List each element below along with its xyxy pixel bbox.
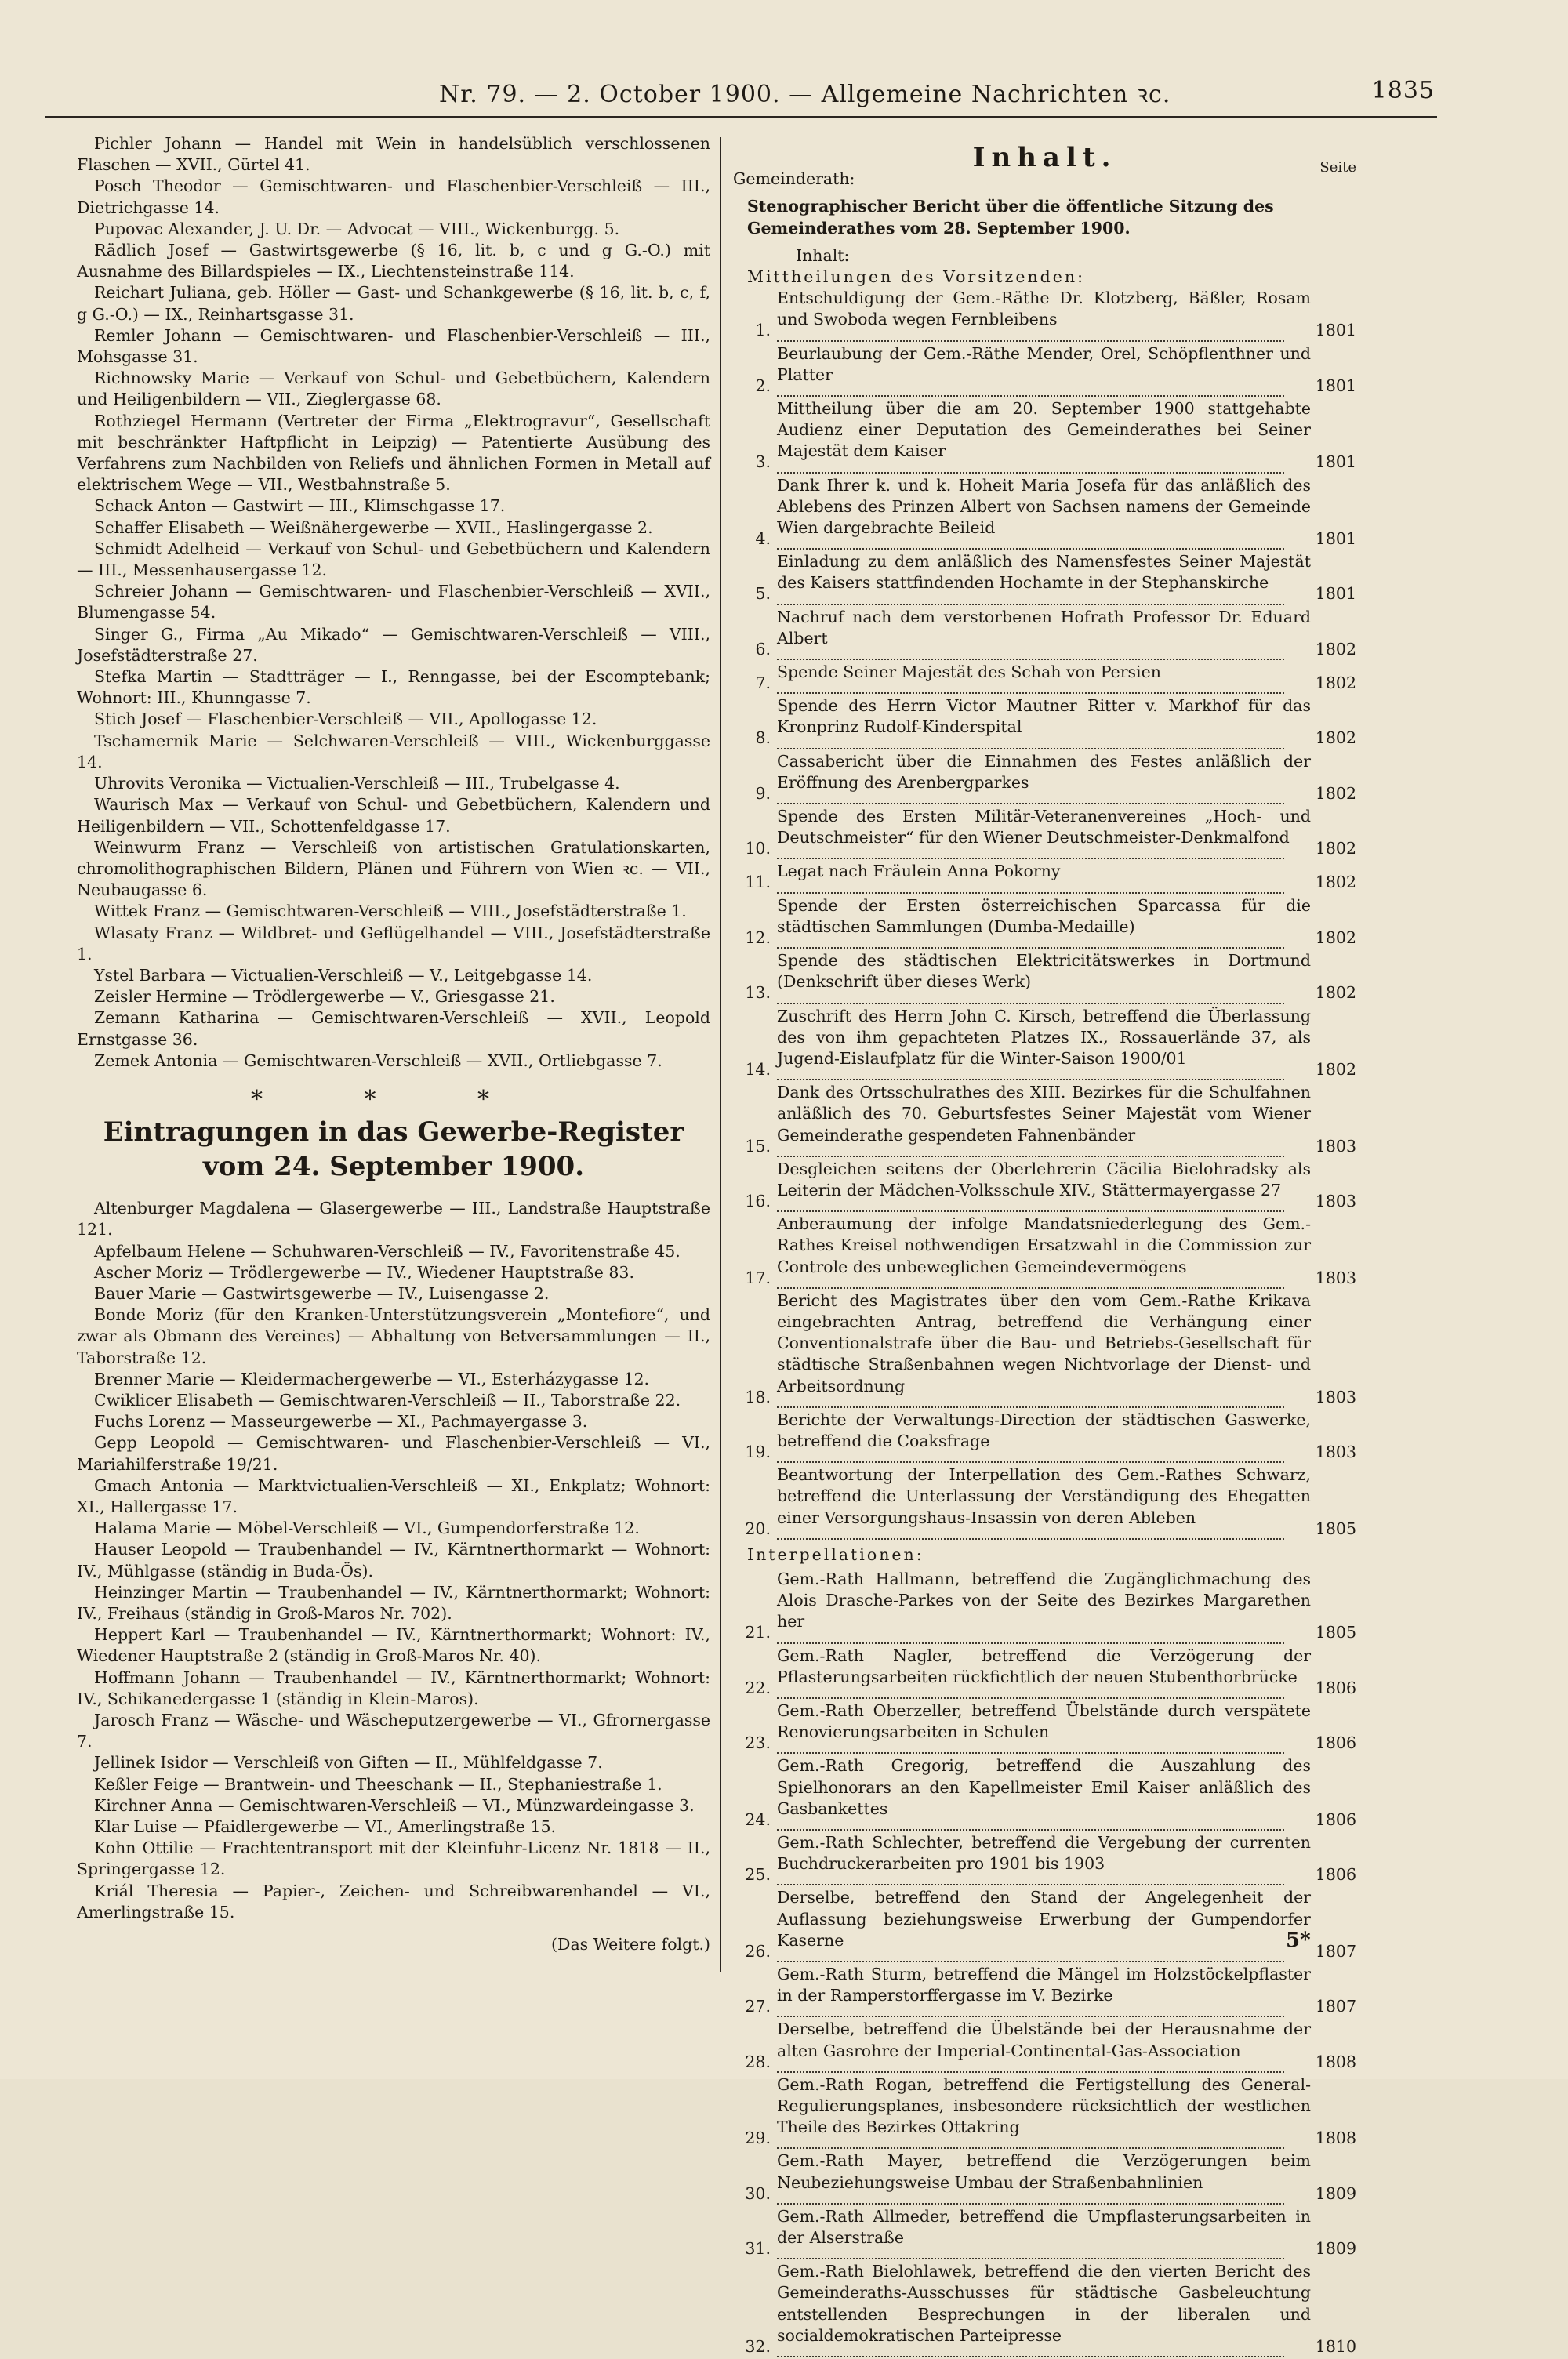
register-entry: Schaffer Elisabeth — Weißnähergewerbe — XVII., Haslingergasse 2.	[94, 517, 653, 537]
contents-item	[733, 551, 1356, 604]
contents-item-number: 18.	[745, 1387, 771, 1406]
contents-item	[733, 950, 1356, 1003]
contents-item	[733, 1410, 1356, 1463]
register-entry: Bonde Moriz (für den Kranken-Unterstützungsverein „Montefiore“, und zwar als Obmann des Vereines) — Abhaltung von Betversammlungen — II., Taborstraße 12.	[77, 1305, 710, 1367]
contents-item	[733, 662, 1356, 694]
contents-item-number: 22.	[745, 1678, 771, 1697]
contents-item-title: Gem.-Rath Sturm, betreffend die Mängel im Holzstöckelpflaster in der Ramperstorffergasse im V. Bezirke	[777, 1965, 1311, 2005]
register-entry: Pichler Johann — Handel mit Wein in handelsüblich verschlossenen Flaschen — XVII., Gürtel 41.	[77, 134, 710, 175]
register-entry: Singer G., Firma „Au Mikado“ — Gemischtwaren-Verschleiß — VIII., Josefstädterstraße 27.	[77, 624, 710, 665]
contents-item-text	[777, 1410, 1311, 1463]
contents-item	[733, 1082, 1356, 1157]
dot-leader	[777, 684, 1284, 694]
contents-item-page: 1801	[1315, 452, 1356, 472]
contents-item-page: 1802	[1315, 673, 1356, 693]
contents-item-text	[777, 1214, 1311, 1289]
contents-item-number: 14.	[745, 1059, 771, 1079]
contents-item-number: 30.	[745, 2183, 771, 2203]
contents-item-text	[777, 1646, 1311, 1699]
contents-item-page: 1802	[1315, 783, 1356, 803]
register-entry: Wittek Franz — Gemischtwaren-Verschleiß — VIII., Josefstädterstraße 1.	[94, 902, 687, 921]
contents-item-page: 1803	[1315, 1191, 1356, 1210]
register-entry: Zemann Katharina — Gemischtwaren-Verschleiß — XVII., Leopold Ernstgasse 36.	[77, 1008, 710, 1049]
contents-item-text	[777, 475, 1311, 550]
contents-item-number: 32.	[745, 2336, 771, 2356]
dot-leader	[777, 464, 1284, 474]
register-entry: Keßler Feige — Brantwein- und Theeschank — II., Stephaniestraße 1.	[94, 1774, 662, 1794]
contents-item	[733, 1700, 1356, 1754]
contents-item-title: Beurlaubung der Gem.-Räthe Mender, Orel, Schöpflenthner und Platter	[777, 343, 1311, 384]
section-title	[77, 1115, 710, 1184]
dot-leader	[777, 2008, 1284, 2017]
page-number: 1835	[1371, 77, 1435, 104]
register-entry: Waurisch Max — Verkauf von Schul- und Gebetbüchern, Kalendern und Heiligenbildern — VII., Schottenfeldgasse 17.	[77, 795, 710, 836]
contents-item-number: 31.	[745, 2239, 771, 2259]
register-entry: Kirchner Anna — Gemischtwaren-Verschleiß — VI., Münzwardeingasse 3.	[94, 1795, 695, 1815]
contents-item	[733, 751, 1356, 804]
contents-item-title: Nachruf nach dem verstorbenen Hofrath Professor Dr. Eduard Albert	[777, 607, 1311, 648]
contents-item	[733, 2261, 1356, 2357]
contents-item-page: 1802	[1315, 927, 1356, 947]
contents-item-title: Spende der Ersten österreichischen Sparcassa für die städtischen Sammlungen (Dumba-Medaille)	[777, 895, 1311, 936]
register-entry: Stich Josef — Flaschenbier-Verschleiß — VII., Apollogasse 12.	[94, 710, 597, 729]
contents-item-page: 1807	[1315, 1941, 1356, 1961]
register-entry: Cwiklicer Elisabeth — Gemischtwaren-Verschleiß — II., Taborstraße 22.	[94, 1390, 681, 1410]
contents-item-title: Derselbe, betreffend die Übelstände bei der Herausnahme der alten Gasrohre der Imperial-Continental-Gas-Association	[777, 2020, 1311, 2060]
contents-item-number: 23.	[745, 1733, 771, 1753]
dot-leader	[777, 995, 1284, 1004]
interpellationen-label: Interpellationen:	[747, 1544, 924, 1564]
contents-item-text	[777, 1755, 1311, 1831]
contents-item-text	[777, 806, 1311, 859]
dot-leader	[777, 2250, 1284, 2259]
contents-item-number: 27.	[745, 1997, 771, 2016]
register-entry: Apfelbaum Helene — Schuhwaren-Verschleiß — IV., Favoritenstraße 45.	[94, 1241, 681, 1261]
contents-item-page: 1802	[1315, 728, 1356, 748]
contents-item-title: Gem.-Rath Bielohlawek, betreffend die den vierten Bericht des Gemeinderaths-Ausschusses für städtische Gasbeleuchtung entstellenden Besprechungen in der liberalen und socialdemokratischen Parteipresse	[777, 2262, 1311, 2345]
contents-item-number: 10.	[745, 839, 771, 858]
dot-leader	[777, 1399, 1284, 1408]
contents-item-page: 1801	[1315, 584, 1356, 604]
contents-item-title: Gem.-Rath Rogan, betreffend die Fertigstellung des General-Regulierungsplanes, insbesondere rücksichtlich der westlichen Theile des Bezirkes Ottakring	[777, 2074, 1311, 2137]
contents-item	[733, 1159, 1356, 1212]
contents-item	[733, 2206, 1356, 2259]
contents-item-title: Entschuldigung der Gem.-Räthe Dr. Klotzberg, Bäßler, Rosam und Swoboda wegen Fernbleibens	[777, 289, 1311, 329]
dot-leader	[777, 651, 1284, 660]
register-entry: Fuchs Lorenz — Masseurgewerbe — XI., Pachmayergasse 3.	[94, 1412, 588, 1432]
register-entry: Gmach Antonia — Marktvictualien-Verschleiß — XI., Enkplatz; Wohnort: XI., Hallergasse 17.	[77, 1475, 710, 1516]
contents-item	[733, 607, 1356, 660]
register-entry: Rothziegel Hermann (Vertreter der Firma „Elektrogravur“, Gesellschaft mit beschränkter Haftpflicht in Leipzig) — Patentierte Ausübung des Verfahrens zum Nachbilden von Reliefs und ähnlichen Formen in Metall auf elektrischem Wege — VII., Westbahnstraße 5.	[77, 411, 710, 495]
contents-item	[733, 2019, 1356, 2072]
contents-item	[733, 1006, 1356, 1081]
contents-item-title: Gem.-Rath Allmeder, betreffend die Umpflasterungsarbeiten in der Alserstraße	[777, 2206, 1311, 2248]
dot-leader	[777, 2195, 1284, 2205]
register-entry: Hoffmann Johann — Traubenhandel — IV., Kärntnerthormarkt; Wohnort: IV., Schikanedergasse 1 (ständig in Klein-Maros).	[77, 1668, 710, 1708]
mitteilungen-label: Mittheilungen des Vorsitzenden:	[747, 267, 1086, 287]
contents-item-number: 5.	[755, 584, 771, 604]
contents-item-text	[777, 1082, 1311, 1157]
dot-leader	[777, 1953, 1284, 1962]
dot-leader	[777, 387, 1284, 397]
contents-item-title: Bericht des Magistrates über den vom Gem.-Rathe Krikava eingebrachten Antrag, betreffend die Verhängung einer Conventionalstrafe über die Bau- und Betriebs-Gesellschaft für städtische Straßenbahnen wegen Nichtvorlage der Dienst- und Arbeitsordnung	[777, 1290, 1311, 1395]
contents-item-title: Spende des städtischen Elektricitätswerkes in Dortmund (Denkschrift über dieses Werk)	[777, 951, 1311, 992]
dot-leader	[777, 850, 1284, 859]
register-entry: Kohn Ottilie — Frachtentransport mit der Kleinfuhr-Licenz Nr. 1818 — II., Springergasse 12.	[77, 1838, 710, 1879]
register-entry: Zemek Antonia — Gemischtwaren-Verschleiß — XVII., Ortliebgasse 7.	[94, 1051, 662, 1070]
dot-leader	[777, 1454, 1284, 1463]
contents-item-title: Spende des Ersten Militär-Veteranenvereines „Hoch- und Deutschmeister“ für den Wiener Deutschmeister-Denkmalfond	[777, 807, 1311, 847]
contents-item-title: Zuschrift des Herrn John C. Kirsch, betreffend die Überlassung des von ihm gepachteten Platzes IX., Rossauerlände 37, als Jugend-Eislaufplatz für die Winter-Saison 1900/01	[777, 1006, 1311, 1068]
contents-item	[733, 1832, 1356, 1885]
contents-item-text	[777, 343, 1311, 397]
contents-item	[733, 1464, 1356, 1540]
contents-item-page: 1802	[1315, 839, 1356, 858]
contents-item-text	[777, 1006, 1311, 1081]
register-entry: Jarosch Franz — Wäsche- und Wäscheputzergewerbe — VI., Gfrornergasse 7.	[77, 1711, 710, 1751]
dot-leader	[777, 884, 1284, 894]
contents-item-number: 2.	[755, 376, 771, 395]
dot-leader	[777, 1876, 1284, 1885]
section-separator: * * *	[250, 1085, 537, 1113]
contents-item-number: 24.	[745, 1809, 771, 1829]
contents-item-title: Legat nach Fräulein Anna Pokorny	[777, 862, 1061, 881]
register-entry: Remler Johann — Gemischtwaren- und Flaschenbier-Verschleiß — III., Mohsgasse 31.	[77, 325, 710, 367]
contents-item-text	[777, 2019, 1311, 2072]
header-title: Nr. 79. — 2. October 1900. — Allgemeine Nachrichten ꝛc.	[439, 81, 1171, 108]
dot-leader	[777, 332, 1284, 342]
register-entry: Ascher Moriz — Trödlergewerbe — IV., Wiedener Hauptstraße 83.	[94, 1262, 634, 1282]
dot-leader	[777, 1744, 1284, 1754]
contents-item-page: 1803	[1315, 1387, 1356, 1406]
register-entry: Richnowsky Marie — Verkauf von Schul- und Gebetbüchern, Kalendern und Heiligenbildern — VII., Zieglergasse 68.	[77, 368, 710, 409]
contents-item-page: 1810	[1315, 2336, 1356, 2356]
register-entry: Heppert Karl — Traubenhandel — IV., Kärntnerthormarkt; Wohnort: IV., Wiedener Hauptstraße 2 (ständig in Groß-Maros Nr. 40).	[77, 1625, 710, 1666]
contents-item-text	[777, 1464, 1311, 1540]
contents-item-page: 1805	[1315, 1623, 1356, 1642]
contents-item-page: 1802	[1315, 983, 1356, 1003]
contents-item-title: Berichte der Verwaltungs-Direction der städtischen Gaswerke, betreffend die Coaksfrage	[777, 1410, 1311, 1450]
contents-item-title: Desgleichen seitens der Oberlehrerin Cäcilia Bielohradsky als Leiterin der Mädchen-Volksschule XIV., Stättermayergasse 27	[777, 1159, 1311, 1199]
contents-item-text	[777, 1290, 1311, 1408]
contents-item	[733, 288, 1356, 341]
contents-item-page: 1806	[1315, 1865, 1356, 1885]
contents-item	[733, 398, 1356, 474]
register-entry: Klar Luise — Pfaidlergewerbe — VI., Amerlingstraße 15.	[94, 1817, 557, 1837]
contents-item-page: 1801	[1315, 529, 1356, 549]
contents-item	[733, 2150, 1356, 2204]
register-entry: Schmidt Adelheid — Verkauf von Schul- und Gebetbüchern und Kalendern — III., Messenhausergasse 12.	[77, 539, 710, 580]
contents-item-title: Spende Seiner Majestät des Schah von Persien	[777, 662, 1161, 682]
contents-item-page: 1808	[1315, 2052, 1356, 2071]
contents-item-text	[777, 1700, 1311, 1754]
left-column	[77, 133, 710, 1955]
header-rule	[45, 116, 1437, 122]
contents-item-number: 4.	[755, 529, 771, 549]
contents-item-page: 1801	[1315, 321, 1356, 340]
report-title: Stenographischer Bericht über die öffentliche Sitzung des Gemeinderathes vom 28. September 1900.	[747, 197, 1274, 238]
register-entry: Reichart Juliana, geb. Höller — Gast- und Schankgewerbe (§ 16, lit. b, c, f, g G.-O.) — IX., Reinhartsgasse 31.	[77, 283, 710, 324]
register-entry: Gepp Leopold — Gemischtwaren- und Flaschenbier-Verschleiß — VI., Mariahilferstraße 19/21.	[77, 1433, 710, 1474]
contents-item-text	[777, 2206, 1311, 2259]
contents-item-number: 19.	[745, 1442, 771, 1461]
contents-item-text	[777, 607, 1311, 660]
contents-item-text	[777, 398, 1311, 474]
dot-leader	[777, 1530, 1284, 1540]
signature-mark: 5*	[1286, 1929, 1311, 1952]
dot-leader	[777, 1689, 1284, 1699]
contents-item-title: Mittheilung über die am 20. September 1900 stattgehabte Audienz einer Deputation des Gemeinderathes bei Seiner Majestät dem Kaiser	[777, 399, 1311, 461]
contents-item-page: 1806	[1315, 1809, 1356, 1829]
contents-item-number: 25.	[745, 1865, 771, 1885]
dot-leader	[777, 2063, 1284, 2073]
section-title-line2: vom 24. September 1900.	[202, 1151, 585, 1183]
register-list	[77, 1198, 710, 1923]
contents-item-title: Gem.-Rath Oberzeller, betreffend Übelstände durch verspätete Renovierungsarbeiten in Schulen	[777, 1700, 1311, 1742]
contents-item-page: 1802	[1315, 1059, 1356, 1079]
contents-item-text	[777, 2074, 1311, 2150]
contents-item-page: 1805	[1315, 1519, 1356, 1538]
register-entry: Tschamernik Marie — Selchwaren-Verschleiß — VIII., Wickenburggasse 14.	[77, 731, 710, 771]
contents-item	[733, 475, 1356, 550]
contents-item-title: Gem.-Rath Mayer, betreffend die Verzögerungen beim Neubeziehungsweise Umbau der Straßenbahnlinien	[777, 2151, 1311, 2192]
contents-item-text	[777, 895, 1311, 949]
register-list-continued	[77, 133, 710, 1072]
register-entry: Pupovac Alexander, J. U. Dr. — Advocat — VIII., Wickenburgg. 5.	[94, 219, 620, 238]
contents-item-number: 16.	[745, 1191, 771, 1210]
register-entry: Halama Marie — Möbel-Verschleiß — VI., Gumpendorferstraße 12.	[94, 1519, 640, 1538]
contents-item-title: Spende des Herrn Victor Mautner Ritter v. Markhof für das Kronprinz Rudolf-Kinderspital	[777, 696, 1311, 737]
contents-item-number: 21.	[745, 1623, 771, 1642]
contents-item-title: Gem.-Rath Schlechter, betreffend die Vergebung der currenten Buchdruckerarbeiten pro 1901 bis 1903	[777, 1833, 1311, 1874]
contents-item-number: 29.	[745, 2129, 771, 2148]
page-header	[439, 77, 1435, 109]
register-entry: Altenburger Magdalena — Glasergewerbe — III., Landstraße Hauptstraße 121.	[77, 1199, 710, 1239]
register-entry: Weinwurm Franz — Verschleiß von artistischen Gratulationskarten, chromolithographischen Bildern, Plänen und Führern von Wien ꝛc. — VII., Neubaugasse 6.	[77, 837, 710, 900]
register-entry: Rädlich Josef — Gastwirtsgewerbe (§ 16, lit. b, c und g G.-O.) mit Ausnahme des Billardspieles — IX., Liechtensteinstraße 114.	[77, 241, 710, 281]
dot-leader	[777, 1203, 1284, 1212]
register-entry: Stefka Martin — Stadtträger — I., Renngasse, bei der Escomptebank; Wohnort: III., Khunngasse 7.	[77, 667, 710, 708]
register-entry: Heinzinger Martin — Traubenhandel — IV., Kärntnerthormarkt; Wohnort: IV., Freihaus (ständig in Groß-Maros Nr. 702).	[77, 1582, 710, 1623]
contents-item-number: 1.	[755, 321, 771, 340]
contents-item-text	[777, 751, 1311, 804]
contents-item-text	[777, 950, 1311, 1003]
contents-item-text	[777, 861, 1311, 893]
right-column	[733, 133, 1356, 2359]
contents-item	[733, 2074, 1356, 2150]
register-entry: Hauser Leopold — Traubenhandel — IV., Kärntnerthormarkt — Wohnort: IV., Mühlgasse (ständig in Buda-Ös).	[77, 1540, 710, 1581]
contents-item-number: 20.	[745, 1519, 771, 1538]
contents-item	[733, 1290, 1356, 1408]
continued-note: (Das Weitere folgt.)	[551, 1935, 710, 1954]
contents-item-page: 1802	[1315, 873, 1356, 892]
dot-leader	[777, 795, 1284, 804]
contents-item-page: 1806	[1315, 1678, 1356, 1697]
contents-item-number: 13.	[745, 983, 771, 1003]
page-column-label: Seite	[1319, 159, 1356, 176]
contents-item-text	[777, 1887, 1311, 1962]
register-entry: Ystel Barbara — Victualien-Verschleiß — V., Leitgebgasse 14.	[94, 965, 593, 985]
contents-item-page: 1802	[1315, 639, 1356, 659]
gemeinderath-label: Gemeinderath:	[733, 169, 855, 189]
contents-item-title: Dank Ihrer k. und k. Hoheit Maria Josefa für das anläßlich des Ablebens des Prinzen Albert von Sachsen namens der Gemeinde Wien dargebrachte Beileid	[777, 475, 1311, 538]
inhalt-label: Inhalt:	[796, 245, 850, 265]
contents-list-interpellations	[733, 1569, 1356, 2357]
contents-item	[733, 1887, 1356, 1962]
contents-item-number: 7.	[755, 673, 771, 693]
contents-item-title: Gem.-Rath Hallmann, betreffend die Zugänglichmachung des Alois Drasche-Parkes von der Seite des Bezirkes Margarethen her	[777, 1569, 1311, 1631]
column-divider	[720, 137, 721, 1972]
contents-item-number: 6.	[755, 639, 771, 659]
contents-item	[733, 1964, 1356, 2017]
contents-list-announcements	[733, 288, 1356, 1540]
contents-item-text	[777, 1964, 1311, 2017]
contents-title: Inhalt.	[972, 142, 1117, 173]
contents-item-number: 9.	[755, 783, 771, 803]
contents-item-number: 8.	[755, 728, 771, 748]
contents-item-text	[777, 288, 1311, 341]
contents-item-text	[777, 2261, 1311, 2357]
contents-item	[733, 895, 1356, 949]
contents-item-page: 1803	[1315, 1442, 1356, 1461]
register-entry: Schack Anton — Gastwirt — III., Klimschgasse 17.	[94, 496, 506, 516]
register-entry: Jellinek Isidor — Verschleiß von Giften — II., Mühlfeldgasse 7.	[94, 1753, 603, 1773]
contents-item-text	[777, 695, 1311, 749]
register-entry: Brenner Marie — Kleidermachergewerbe — VI., Esterházygasse 12.	[94, 1369, 650, 1388]
dot-leader	[777, 1071, 1284, 1080]
contents-item	[733, 1755, 1356, 1831]
dot-leader	[777, 1148, 1284, 1157]
contents-item-title: Einladung zu dem anläßlich des Namensfestes Seiner Majestät des Kaisers stattfindenden Hochamte in der Stephanskirche	[777, 552, 1311, 593]
contents-item-page: 1803	[1315, 1268, 1356, 1287]
dot-leader	[777, 2139, 1284, 2149]
contents-item-text	[777, 551, 1311, 604]
contents-item-page: 1806	[1315, 1733, 1356, 1753]
contents-item-title: Gem.-Rath Gregorig, betreffend die Auszahlung des Spielhonorars an den Kapellmeister Emil Kaiser anläßlich des Gasbankettes	[777, 1756, 1311, 1818]
contents-item-number: 3.	[755, 452, 771, 472]
dot-leader	[777, 939, 1284, 949]
contents-item-text	[777, 2150, 1311, 2204]
contents-item-title: Beantwortung der Interpellation des Gem.-Rathes Schwarz, betreffend die Unterlassung der Verständigung des Ehegatten einer Versorgungshaus-Insassin von deren Ableben	[777, 1465, 1311, 1527]
contents-item-text	[777, 1832, 1311, 1885]
contents-item	[733, 1646, 1356, 1699]
register-entry: Bauer Marie — Gastwirtsgewerbe — IV., Luisengasse 2.	[94, 1283, 550, 1303]
contents-item-number: 26.	[745, 1941, 771, 1961]
contents-item-title: Anberaumung der infolge Mandatsniederlegung des Gem.-Rathes Kreisel nothwendigen Ersatzwahl in die Commission zur Controle des unbeweglichen Gemeindevermögens	[777, 1214, 1311, 1276]
contents-item-page: 1809	[1315, 2183, 1356, 2203]
contents-item-number: 17.	[745, 1268, 771, 1287]
contents-item-number: 11.	[745, 873, 771, 892]
contents-item-title: Dank des Ortsschulrathes des XIII. Bezirkes für die Schulfahnen anläßlich des 70. Geburtsfestes Seiner Majestät vom Wiener Gemeinderathe gespendeten Fahnenbänder	[777, 1083, 1311, 1145]
contents-item-page: 1803	[1315, 1136, 1356, 1156]
contents-item-page: 1809	[1315, 2239, 1356, 2259]
register-entry: Zeisler Hermine — Trödlergewerbe — V., Griesgasse 21.	[94, 987, 555, 1007]
contents-item-text	[777, 1569, 1311, 1644]
dot-leader	[777, 740, 1284, 749]
contents-item-number: 28.	[745, 2052, 771, 2071]
contents-item	[733, 806, 1356, 859]
contents-item-number: 15.	[745, 1136, 771, 1156]
register-entry: Kriál Theresia — Papier-, Zeichen- und Schreibwarenhandel — VI., Amerlingstraße 15.	[77, 1881, 710, 1922]
register-entry: Uhrovits Veronika — Victualien-Verschleiß — III., Trubelgasse 4.	[94, 774, 620, 793]
contents-item-title: Derselbe, betreffend den Stand der Angelegenheit der Auflassung beziehungsweise Erwerbung der Gumpendorfer Kaserne	[777, 1888, 1311, 1950]
contents-item-text	[777, 662, 1311, 694]
contents-item	[733, 343, 1356, 397]
contents-item-page: 1808	[1315, 2129, 1356, 2148]
contents-item-page: 1801	[1315, 376, 1356, 395]
contents-item-number: 12.	[745, 927, 771, 947]
contents-item	[733, 695, 1356, 749]
register-entry: Schreier Johann — Gemischtwaren- und Flaschenbier-Verschleiß — XVII., Blumengasse 54.	[77, 582, 710, 622]
contents-item	[733, 861, 1356, 893]
dot-leader	[777, 1279, 1284, 1289]
section-title-line1: Eintragungen in das Gewerbe-Register	[103, 1116, 684, 1149]
register-entry: Wlasaty Franz — Wildbret- und Geflügelhandel — VIII., Josefstädterstraße 1.	[77, 923, 710, 964]
contents-item-title: Gem.-Rath Nagler, betreffend die Verzögerung der Pflasterungsarbeiten rückfichtlich der neuen Stubenthorbrücke	[777, 1646, 1311, 1686]
dot-leader	[777, 1635, 1284, 1644]
contents-item	[733, 1214, 1356, 1289]
dot-leader	[777, 540, 1284, 550]
dot-leader	[777, 2348, 1284, 2357]
contents-item-title: Cassabericht über die Einnahmen des Festes anläßlich der Eröffnung des Arenbergparkes	[777, 751, 1311, 792]
dot-leader	[777, 1821, 1284, 1831]
contents-item-text	[777, 1159, 1311, 1212]
contents-item-page: 1807	[1315, 1997, 1356, 2016]
dot-leader	[777, 596, 1284, 605]
contents-item	[733, 1569, 1356, 1644]
register-entry: Posch Theodor — Gemischtwaren- und Flaschenbier-Verschleiß — III., Dietrichgasse 14.	[77, 176, 710, 217]
